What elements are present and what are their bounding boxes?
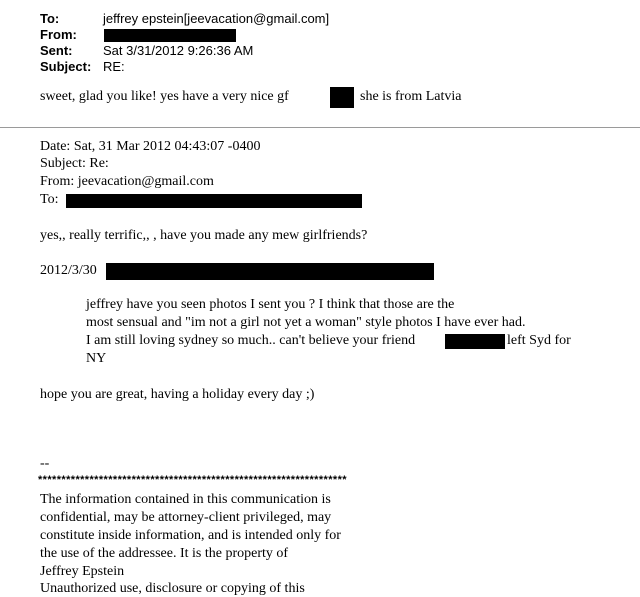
redaction-friend-name (445, 334, 505, 349)
inner-line-4: NY (86, 351, 107, 366)
from-label: From: (40, 27, 77, 42)
inner-line-3b: left Syd for (507, 333, 571, 348)
reply-text-part2: she is from Latvia (360, 89, 462, 104)
quoted-subject: Subject: Re: (40, 156, 109, 171)
redaction-from (104, 29, 236, 42)
quoted-from: From: jeevacation@gmail.com (40, 174, 214, 189)
footer-stars: ****************************************************************** (38, 474, 347, 486)
disclaimer-line-6: Unauthorized use, disclosure or copying of this (40, 581, 305, 596)
redaction-sender (106, 263, 434, 280)
reply-text-part1: sweet, glad you like! yes have a very nice gf (40, 89, 289, 104)
disclaimer-line-4: the use of the addressee. It is the property of (40, 546, 289, 561)
quoted-message: yes,, really terrific,, , have you made any mew girlfriends? (40, 228, 368, 243)
subject-label: Subject: (40, 59, 92, 74)
quoted-to-label: To: (40, 192, 59, 207)
to-value: jeffrey epstein[jeevacation@gmail.com] (103, 11, 330, 26)
disclaimer-line-2: confidential, may be attorney-client privileged, may (40, 510, 332, 525)
quoted-closing: hope you are great, having a holiday every day ;) (40, 387, 315, 402)
redaction-gf-name (330, 87, 354, 108)
sent-value: Sat 3/31/2012 9:26:36 AM (103, 43, 254, 58)
quoted-date2: 2012/3/30 (40, 263, 97, 278)
sent-label: Sent: (40, 43, 73, 58)
disclaimer-line-5: Jeffrey Epstein (40, 564, 125, 579)
inner-line-2: most sensual and "im not a girl not yet a woman" style photos I have ever had. (86, 315, 526, 330)
inner-line-1: jeffrey have you seen photos I sent you ? I think that those are the (86, 297, 455, 312)
disclaimer-line-1: The information contained in this communication is (40, 492, 331, 507)
inner-line-3a: I am still loving sydney so much.. can't believe your friend (86, 333, 416, 348)
subject-value: RE: (103, 59, 125, 74)
quoted-date: Date: Sat, 31 Mar 2012 04:43:07 -0400 (40, 139, 261, 154)
divider (0, 127, 640, 128)
redaction-to (66, 194, 362, 208)
disclaimer-line-3: constitute inside information, and is intended only for (40, 528, 341, 543)
to-label: To: (40, 11, 60, 26)
signature-dash: -- (40, 456, 50, 471)
